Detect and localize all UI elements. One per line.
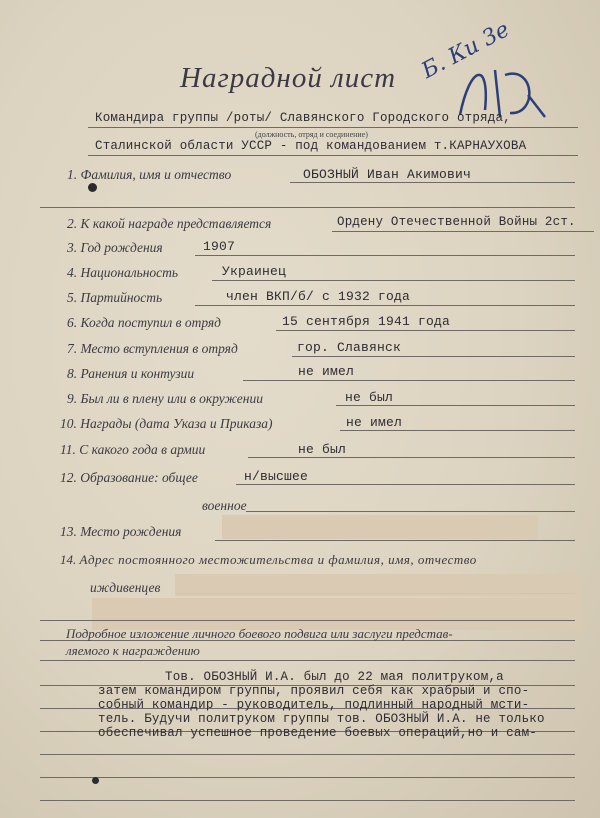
field-number: 7. — [67, 341, 78, 356]
field-rule — [40, 754, 575, 755]
field-rule — [340, 430, 575, 431]
field-5-label — [67, 290, 162, 306]
field-4-value: Украинец — [222, 264, 287, 279]
field-rule — [40, 660, 575, 661]
field-12-label — [60, 470, 198, 486]
field-6-value: 15 сентября 1941 года — [282, 314, 451, 329]
header-line-2: Сталинской области УССР - под командованием т.КАРНАУХОВА — [95, 139, 527, 153]
field-label: Ранения и контузии — [80, 366, 195, 381]
narrative-line: собный командир - руководитель, подлинный народный мсти- — [98, 698, 530, 712]
header-caption: (должность, отряд и соединение) — [255, 130, 368, 139]
field-label: Когда поступил в отряд — [80, 315, 221, 330]
redacted-area — [175, 574, 582, 596]
field-number: 5. — [67, 290, 78, 305]
narrative-line: затем командиром группы, проявил себя как храбрый и спо- — [98, 684, 530, 698]
field-10-value: не имел — [346, 415, 403, 430]
field-label: Был ли в плену или в окружении — [80, 391, 264, 406]
field-label: Место рождения — [80, 524, 182, 539]
field-1-value: ОБОЗНЫЙ Иван Акимович — [303, 167, 472, 182]
field-4-label — [67, 265, 178, 281]
field-13-label — [60, 524, 181, 540]
field-2-label — [67, 216, 271, 232]
field-12-value: н/высшее — [244, 469, 309, 484]
field-3-label — [67, 240, 163, 256]
field-rule — [40, 620, 575, 621]
field-number: 4. — [67, 265, 78, 280]
narrative-heading-2: ляемого к награждению — [66, 643, 200, 658]
field-number: 3. — [67, 240, 78, 255]
page-title: Наградной лист — [180, 62, 397, 94]
field-label: Образование: общее — [80, 470, 198, 485]
field-14b-label: иждивенцев — [90, 580, 161, 595]
field-number: 2. — [67, 216, 78, 231]
field-number: 10. — [60, 416, 77, 431]
field-12b-label: военное — [202, 498, 247, 513]
narrative-heading-1: Подробное изложение личного боевого подвига или заслуги представ- — [66, 626, 453, 641]
field-number: 8. — [67, 366, 78, 381]
header-line-1: Командира группы /роты/ Славянского Городского отряда, — [95, 111, 511, 125]
field-11-label — [60, 442, 205, 458]
field-8-label — [67, 366, 194, 382]
field-3-value: 1907 — [203, 239, 236, 254]
field-rule — [195, 305, 575, 306]
ink-blot — [92, 777, 99, 784]
field-number: 1. — [67, 167, 78, 182]
field-rule — [336, 405, 575, 406]
field-2-value: Ордену Отечественной Войны 2ст. — [337, 215, 576, 229]
field-number: 14. — [60, 552, 77, 567]
field-5-value: член ВКП/б/ с 1932 года — [226, 289, 411, 304]
field-11-value: не был — [298, 442, 347, 457]
field-label: Награды (дата Указа и Приказа) — [80, 416, 273, 431]
field-14-label — [60, 552, 477, 568]
field-rule — [276, 330, 575, 331]
field-label: К какой награде представляется — [80, 216, 272, 231]
field-label: Год рождения — [80, 240, 163, 255]
field-7-label — [67, 341, 238, 357]
field-7-value: гор. Славянск — [297, 340, 402, 355]
ink-blot — [88, 183, 97, 192]
header-rule-1 — [88, 127, 578, 128]
field-label: Место вступления в отряд — [80, 341, 238, 356]
redacted-area — [222, 515, 538, 539]
field-rule — [290, 182, 575, 183]
field-9-label — [67, 391, 263, 407]
field-rule — [40, 207, 575, 208]
field-6-label — [67, 315, 221, 331]
narrative-line: тель. Будучи политруком группы тов. ОБОЗНЫЙ И.А. не только — [98, 712, 545, 726]
field-number: 12. — [60, 470, 77, 485]
narrative-line: обеспечивал успешное проведение боевых операций,но и сам- — [98, 726, 537, 740]
field-rule — [195, 255, 575, 256]
handwritten-note: Б. Ки 3е — [417, 17, 514, 84]
field-rule — [215, 540, 575, 541]
field-number: 11. — [60, 442, 76, 457]
field-8-value: не имел — [298, 364, 355, 379]
field-rule — [332, 231, 594, 232]
field-number: 9. — [67, 391, 78, 406]
field-number: 6. — [67, 315, 78, 330]
field-rule — [236, 484, 575, 485]
field-label: Фамилия, имя и отчество — [80, 167, 232, 182]
narrative-line: Тов. ОБОЗНЫЙ И.А. был до 22 мая политруком,а — [165, 670, 504, 684]
field-label: С какого года в армии — [79, 442, 206, 457]
field-rule — [40, 800, 575, 801]
field-10-label — [60, 416, 272, 432]
field-number: 13. — [60, 524, 77, 539]
field-rule — [246, 511, 575, 512]
field-1-label — [67, 167, 231, 183]
field-rule — [292, 356, 575, 357]
field-label: Адрес постоянного местожительства и фамилия, имя, отчество — [79, 552, 477, 567]
field-label: Национальность — [80, 265, 179, 280]
header-rule-2 — [88, 155, 578, 156]
field-rule — [40, 777, 575, 778]
field-rule — [248, 457, 575, 458]
field-9-value: не был — [345, 390, 394, 405]
field-label: Партийность — [80, 290, 163, 305]
field-rule — [212, 280, 575, 281]
field-rule — [243, 380, 575, 381]
